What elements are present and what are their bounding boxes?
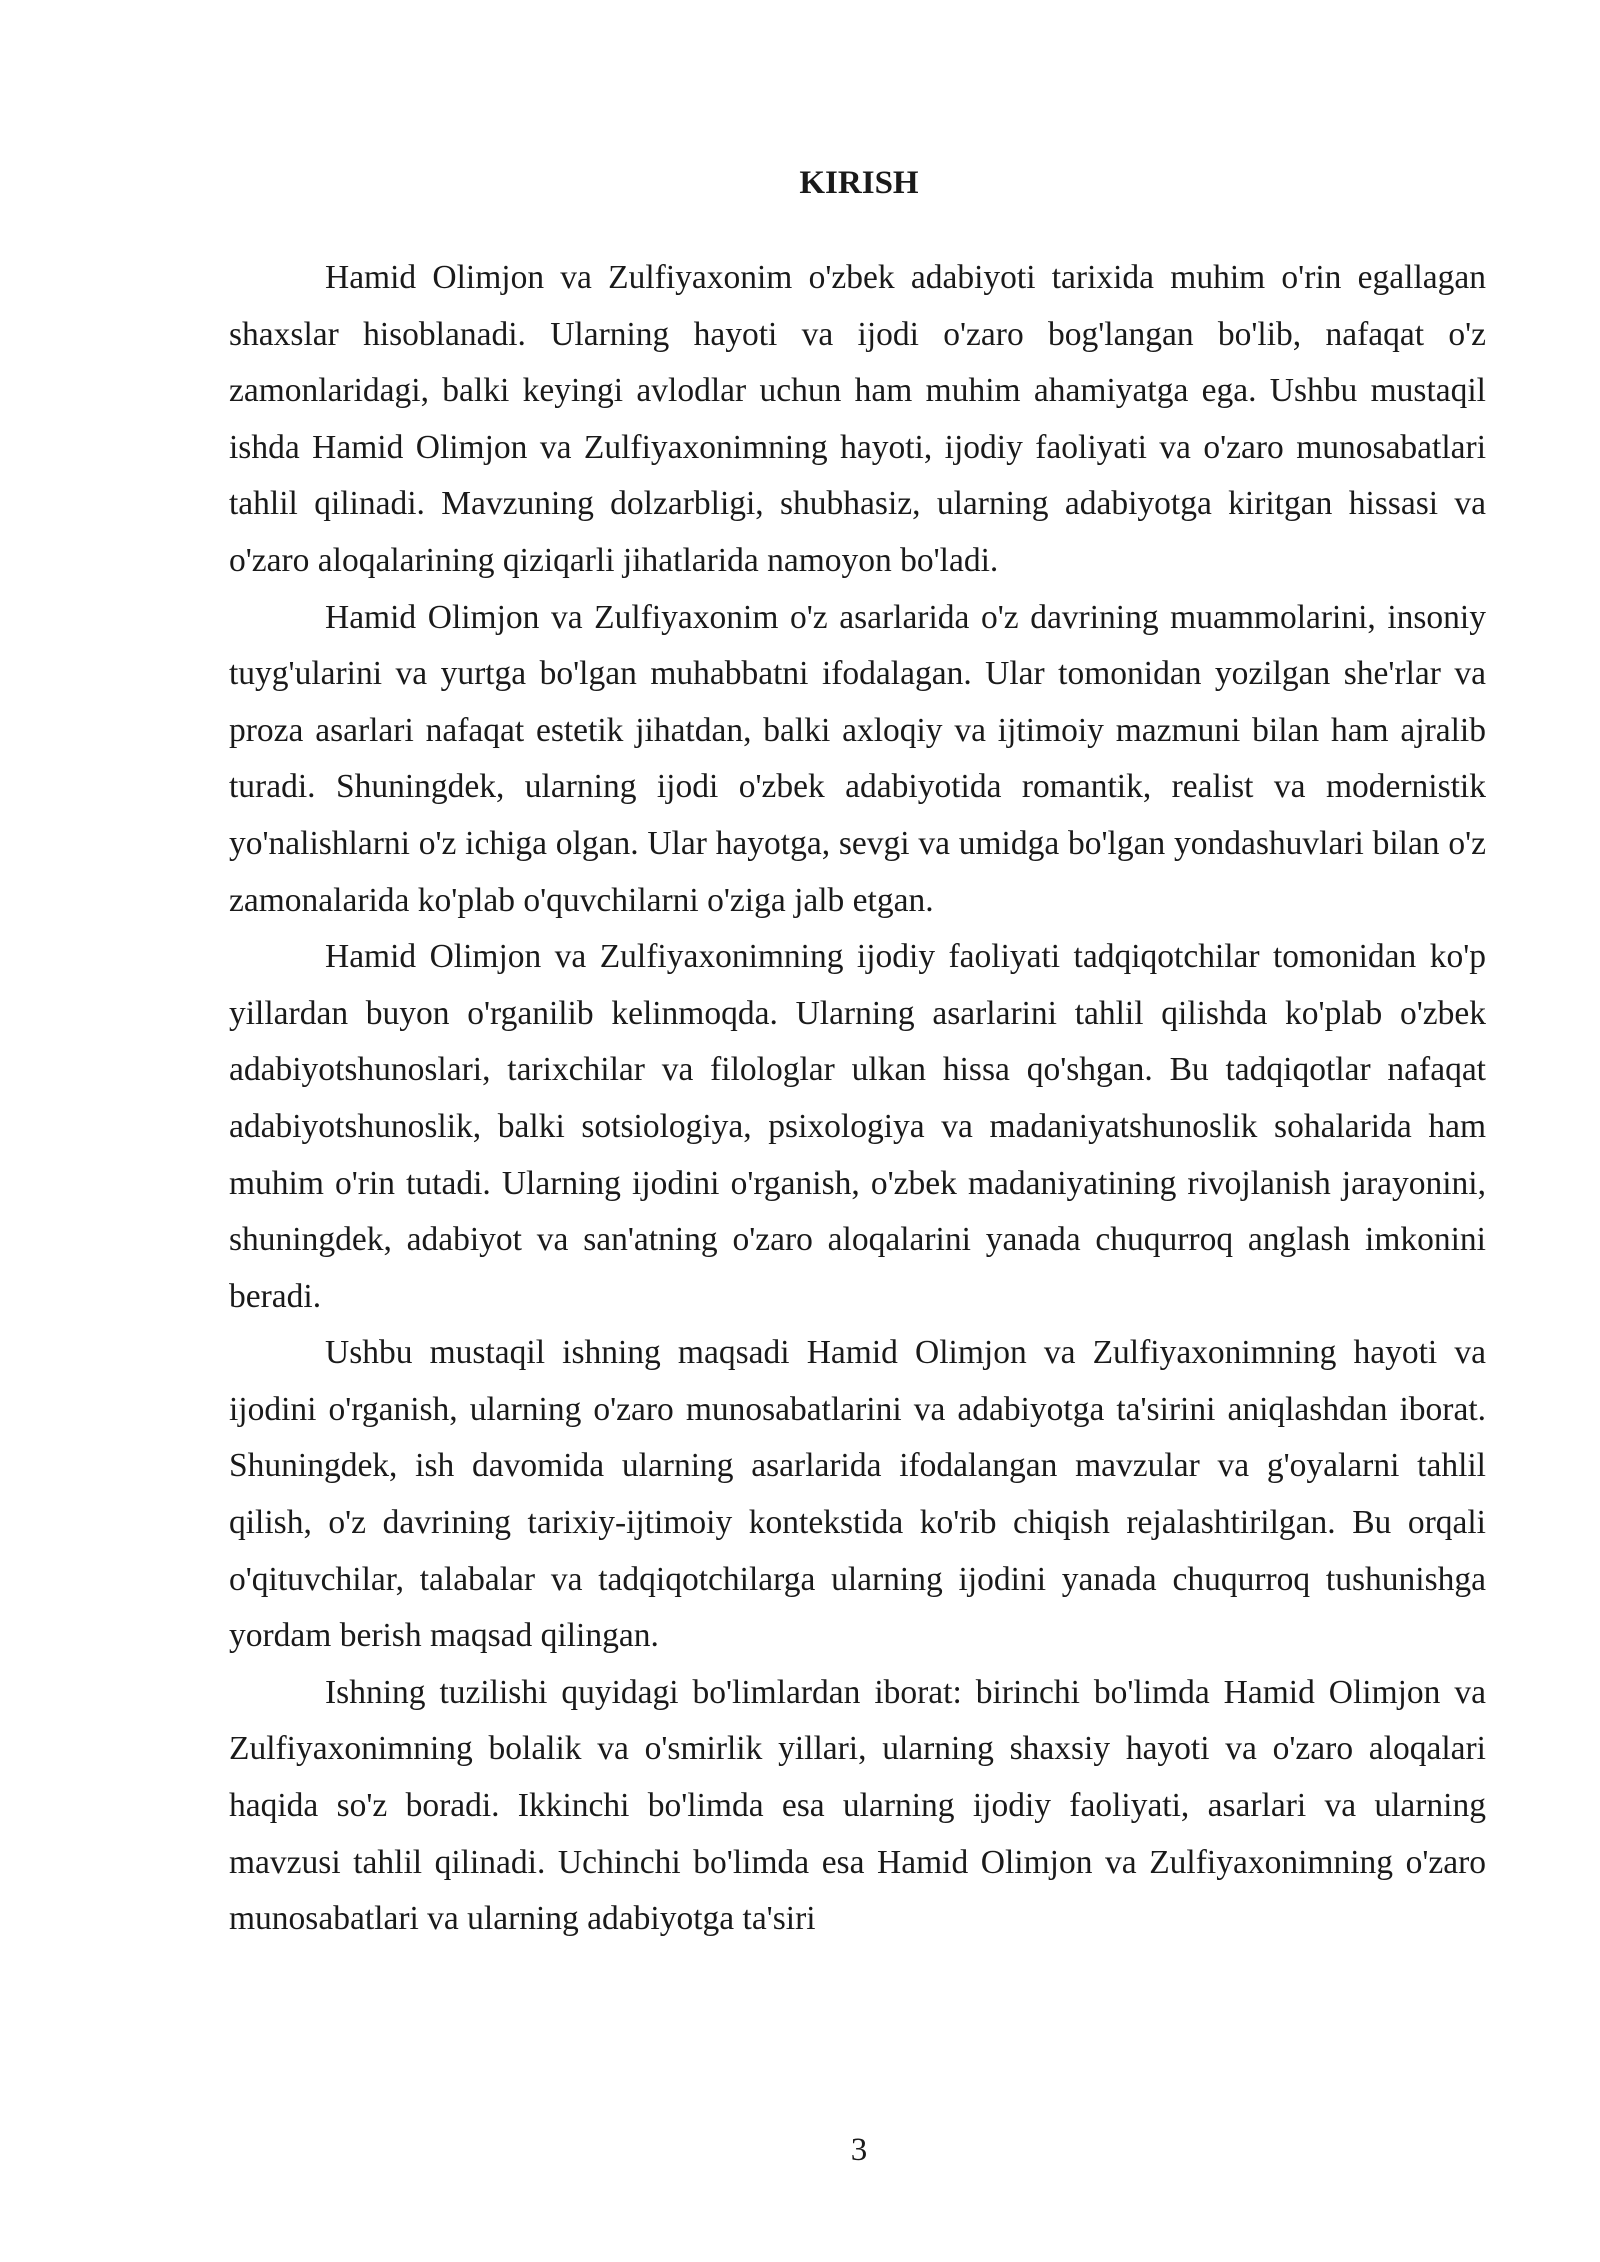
paragraph-3: Hamid Olimjon va Zulfiyaxonimning ijodiy faoliyati tadqiqotchilar tomonidan ko'p yillardan buyon o'rganilib kelinmoqda. Ularning asarlarini tahlil qilishda ko'plab o'zbek adabiyotshunoslari, tarixchilar va filologlar ulkan hissa qo'shgan. Bu tadqiqotlar nafaqat adabiyotshunoslik, balki sotsiologiya, psixologiya va madaniyatshunoslik sohalarida ham muhim o'rin tutadi. Ularning ijodini o'rganish, o'zbek madaniyatining rivojlanish jarayonini, shuningdek, adabiyot va san'atning o'zaro aloqalarini yanada chuqurroq anglash imkonini beradi.: [229, 938, 1486, 1315]
body-text: [229, 250, 1486, 1948]
page-number: 3: [850, 2132, 868, 2168]
paragraph-2: Hamid Olimjon va Zulfiyaxonim o'z asarlarida o'z davrining muammolarini, insoniy tuyg'ularini va yurtga bo'lgan muhabbatni ifodalagan. Ular tomonidan yozilgan she'rlar va proza asarlari nafaqat estetik jihatdan, balki axloqiy va ijtimoiy mazmuni bilan ham ajralib turadi. Shuningdek, ularning ijodi o'zbek adabiyotida romantik, realist va modernistik yo'nalishlarni o'z ichiga olgan. Ular hayotga, sevgi va umidga bo'lgan yondashuvlari bilan o'z zamonalarida ko'plab o'quvchilarni o'ziga jalb etgan.: [229, 598, 1486, 919]
page-title: KIRISH: [799, 165, 919, 201]
paragraph-1: Hamid Olimjon va Zulfiyaxonim o'zbek adabiyoti tarixida muhim o'rin egallagan shaxslar hisoblanadi. Ularning hayoti va ijodi o'zaro bog'langan bo'lib, nafaqat o'z zamonlaridagi, balki keyingi avlodlar uchun ham muhim ahamiyatga ega. Ushbu mustaqil ishda Hamid Olimjon va Zulfiyaxonimning hayoti, ijodiy faoliyati va o'zaro munosabatlari tahlil qilinadi. Mavzuning dolzarbligi, shubhasiz, ularning adabiyotga kiritgan hissasi va o'zaro aloqalarining qiziqarli jihatlarida namoyon bo'ladi.: [229, 259, 1486, 579]
paragraph-5: Ishning tuzilishi quyidagi bo'limlardan iborat: birinchi bo'limda Hamid Olimjon va Zulfiyaxonimning bolalik va o'smirlik yillari, ularning shaxsiy hayoti va o'zaro aloqalari haqida so'z boradi. Ikkinchi bo'limda esa ularning ijodiy faoliyati, asarlari va ularning mavzusi tahlil qilinadi. Uchinchi bo'limda esa Hamid Olimjon va Zulfiyaxonimning o'zaro munosabatlari va ularning adabiyotga ta'siri: [229, 1673, 1486, 1938]
paragraph-4: Ushbu mustaqil ishning maqsadi Hamid Olimjon va Zulfiyaxonimning hayoti va ijodini o'rganish, ularning o'zaro munosabatlarini va adabiyotga ta'sirini aniqlashdan iborat. Shuningdek, ish davomida ularning asarlarida ifodalangan mavzular va g'oyalarni tahlil qilish, o'z davrining tarixiy-ijtimoiy kontekstida ko'rib chiqish rejalashtirilgan. Bu orqali o'qituvchilar, talabalar va tadqiqotchilarga ularning ijodini yanada chuqurroq tushunishga yordam berish maqsad qilingan.: [229, 1334, 1486, 1655]
